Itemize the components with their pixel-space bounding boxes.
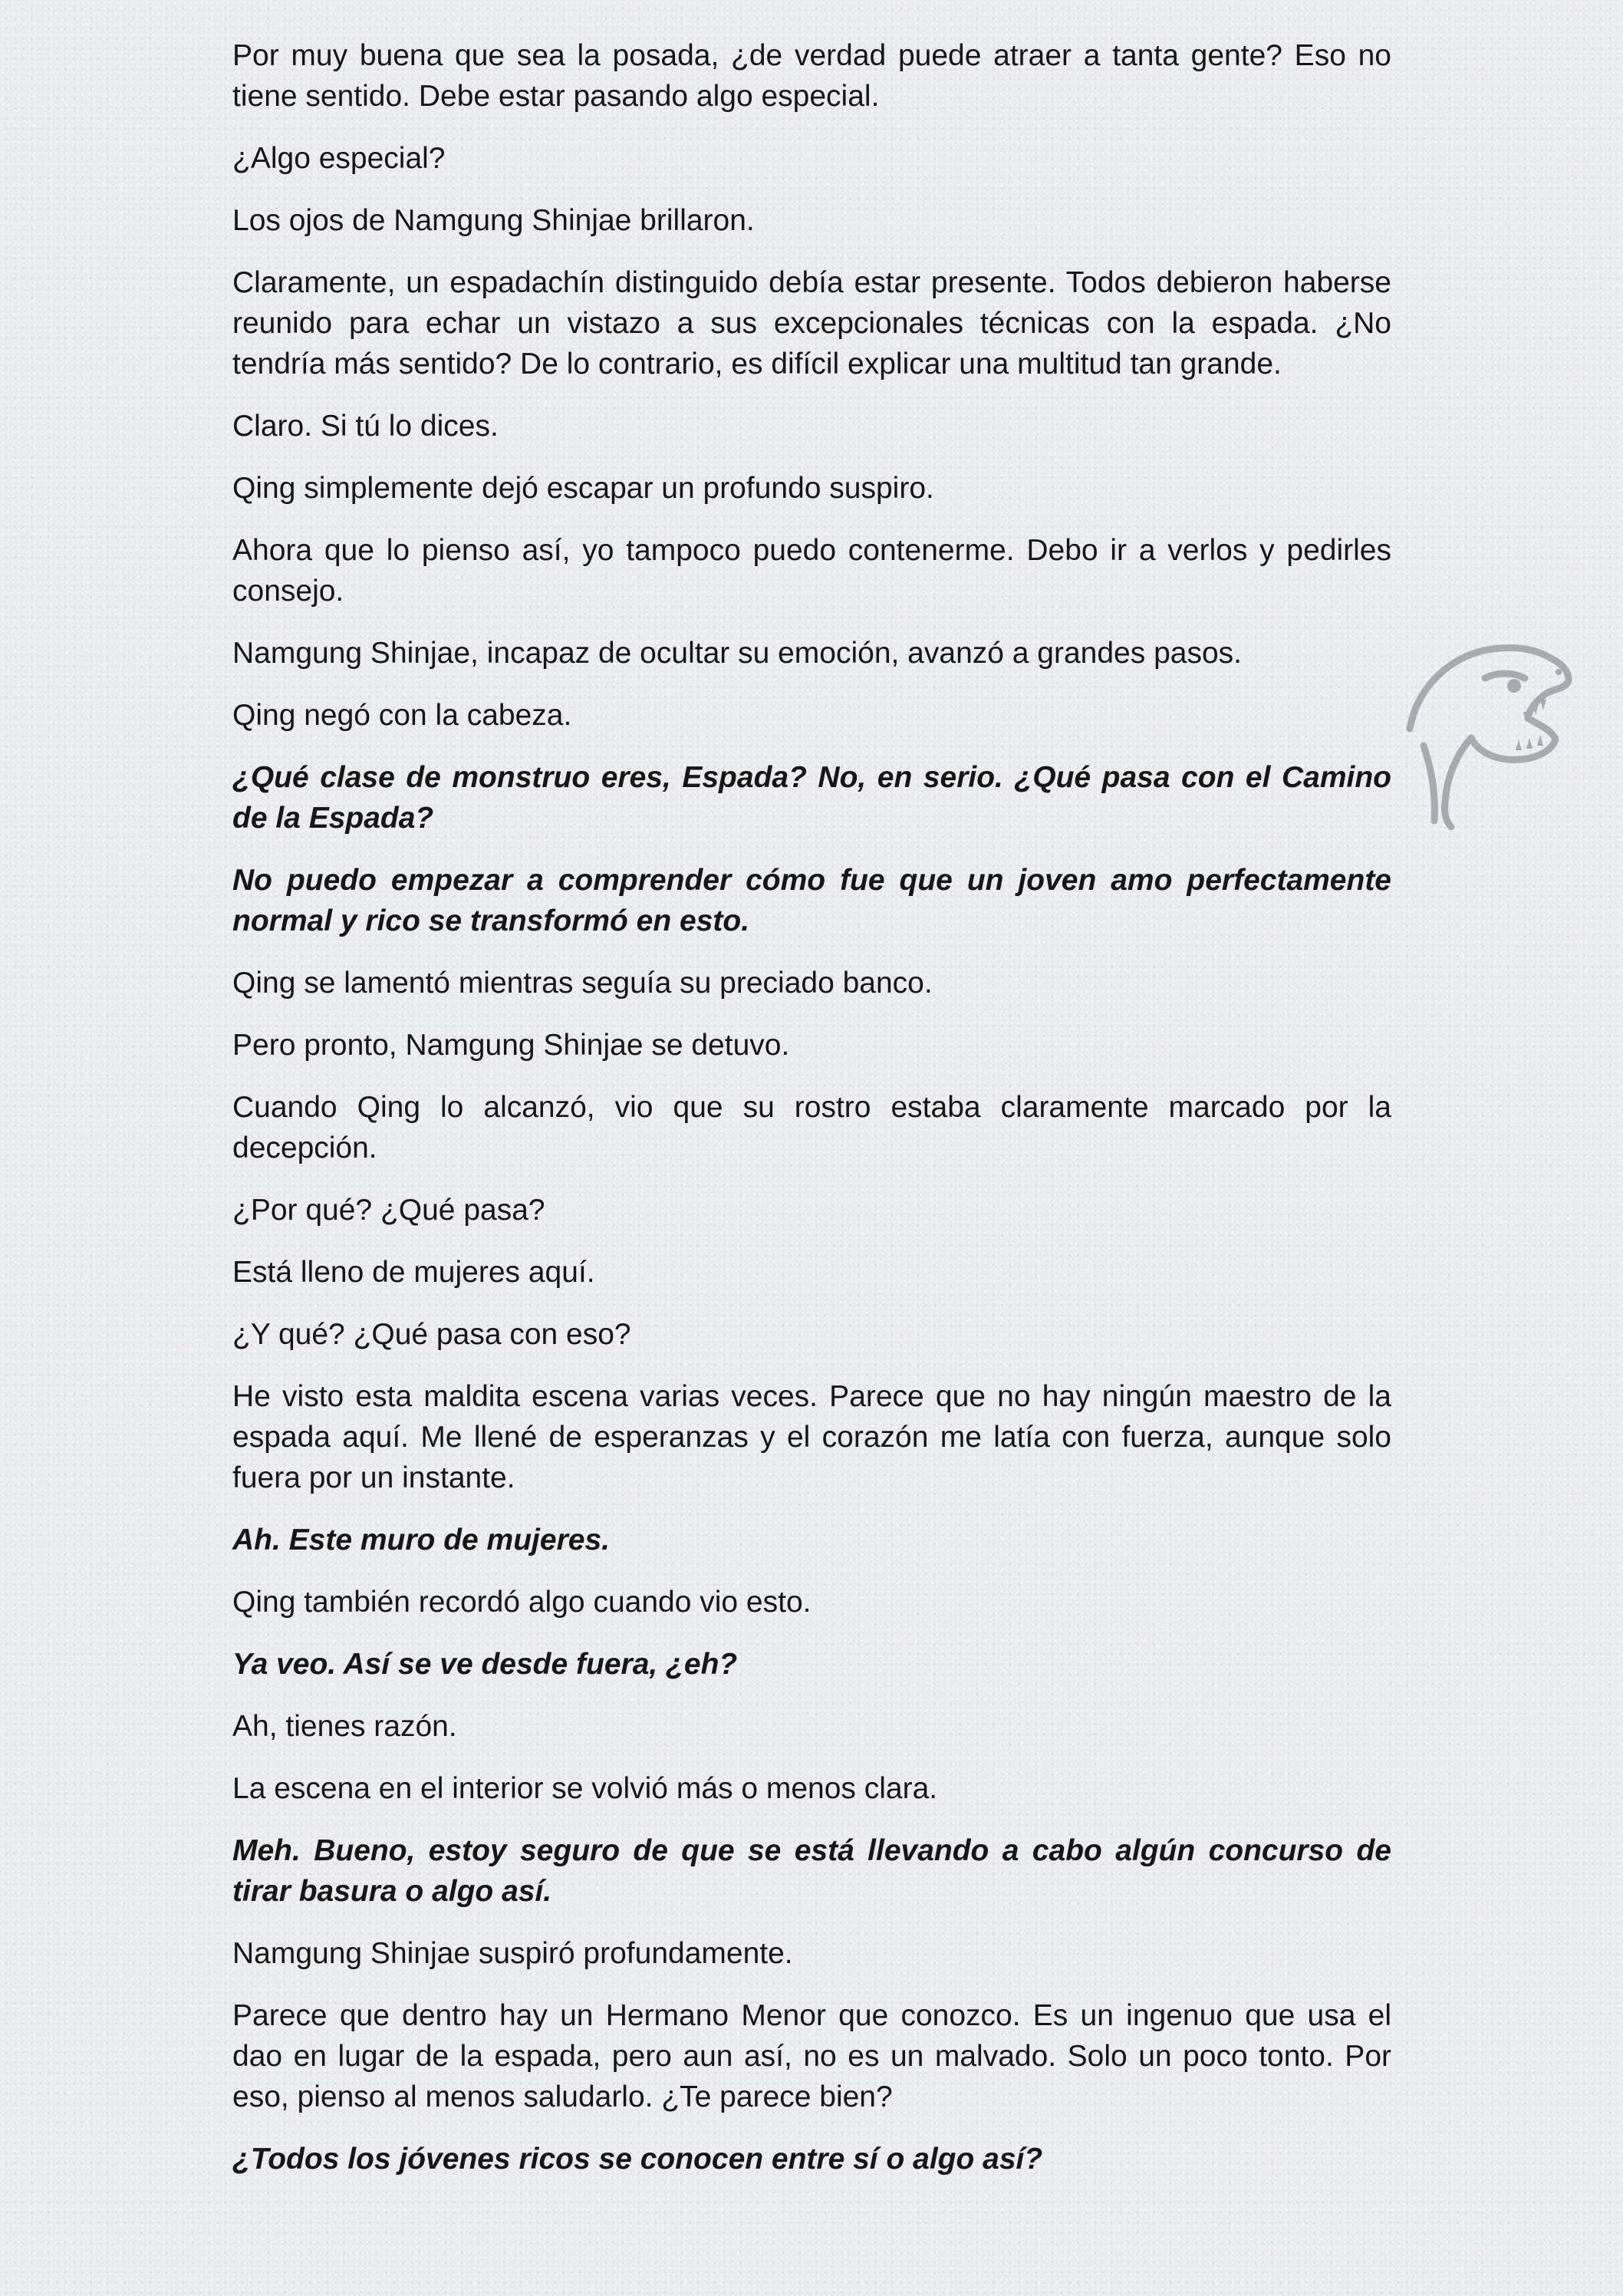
document-body bbox=[232, 35, 1391, 2201]
paragraph: Parece que dentro hay un Hermano Menor que conozco. Es un ingenuo que usa el dao en lugar de la espada, pero aun así, no es un malvado. Solo un poco tonto. Por eso, pienso al menos saludarlo. ¿Te parece bien? bbox=[232, 1999, 1391, 2113]
paragraph: ¿Algo especial? bbox=[232, 142, 446, 175]
paragraph: Qing negó con la cabeza. bbox=[232, 699, 572, 732]
thought-paragraph: ¿Todos los jóvenes ricos se conocen entre sí o algo así? bbox=[232, 2143, 1043, 2176]
thought-paragraph: Meh. Bueno, estoy seguro de que se está llevando a cabo algún concurso de tirar basura o algo así. bbox=[232, 1834, 1391, 1908]
paragraph: Namgung Shinjae suspiró profundamente. bbox=[232, 1937, 793, 1970]
paragraph: Ahora que lo pienso así, yo tampoco puedo contenerme. Debo ir a verlos y pedirles consejo. bbox=[232, 534, 1391, 608]
dinosaur-head-icon bbox=[1401, 638, 1577, 830]
paragraph: La escena en el interior se volvió más o menos clara. bbox=[232, 1772, 938, 1805]
paragraph: Los ojos de Namgung Shinjae brillaron. bbox=[232, 204, 755, 237]
paragraph: Ah, tienes razón. bbox=[232, 1710, 457, 1743]
paragraph: He visto esta maldita escena varias veces. Parece que no hay ningún maestro de la espada aquí. Me llené de esperanzas y el corazón me latía con fuerza, aunque solo fuera por un instante. bbox=[232, 1380, 1391, 1494]
paragraph: Pero pronto, Namgung Shinjae se detuvo. bbox=[232, 1029, 790, 1062]
paragraph: ¿Y qué? ¿Qué pasa con eso? bbox=[232, 1318, 631, 1351]
paragraph: ¿Por qué? ¿Qué pasa? bbox=[232, 1194, 545, 1227]
thought-paragraph: Ya veo. Así se ve desde fuera, ¿eh? bbox=[232, 1648, 738, 1681]
thought-paragraph: ¿Qué clase de monstruo eres, Espada? No, en serio. ¿Qué pasa con el Camino de la Espada? bbox=[232, 761, 1391, 835]
paragraph: Cuando Qing lo alcanzó, vio que su rostro estaba claramente marcado por la decepción. bbox=[232, 1091, 1391, 1164]
paragraph: Qing también recordó algo cuando vio esto. bbox=[232, 1586, 812, 1619]
paragraph: Qing se lamentó mientras seguía su preciado banco. bbox=[232, 967, 933, 1000]
paragraph: Claramente, un espadachín distinguido debía estar presente. Todos debieron haberse reunido para echar un vistazo a sus excepcionales técnicas con la espada. ¿No tendría más sentido? De lo contrario, es difícil explicar una multitud tan grande. bbox=[232, 266, 1391, 380]
paragraph: Namgung Shinjae, incapaz de ocultar su emoción, avanzó a grandes pasos. bbox=[232, 637, 1242, 670]
paragraph: Está lleno de mujeres aquí. bbox=[232, 1256, 595, 1289]
thought-paragraph: No puedo empezar a comprender cómo fue que un joven amo perfectamente normal y rico se transformó en esto. bbox=[232, 864, 1391, 937]
thought-paragraph: Ah. Este muro de mujeres. bbox=[232, 1524, 610, 1556]
paragraph: Qing simplemente dejó escapar un profundo suspiro. bbox=[232, 472, 934, 505]
paragraph: Claro. Si tú lo dices. bbox=[232, 410, 499, 443]
paragraph: Por muy buena que sea la posada, ¿de verdad puede atraer a tanta gente? Eso no tiene sentido. Debe estar pasando algo especial. bbox=[232, 39, 1391, 113]
